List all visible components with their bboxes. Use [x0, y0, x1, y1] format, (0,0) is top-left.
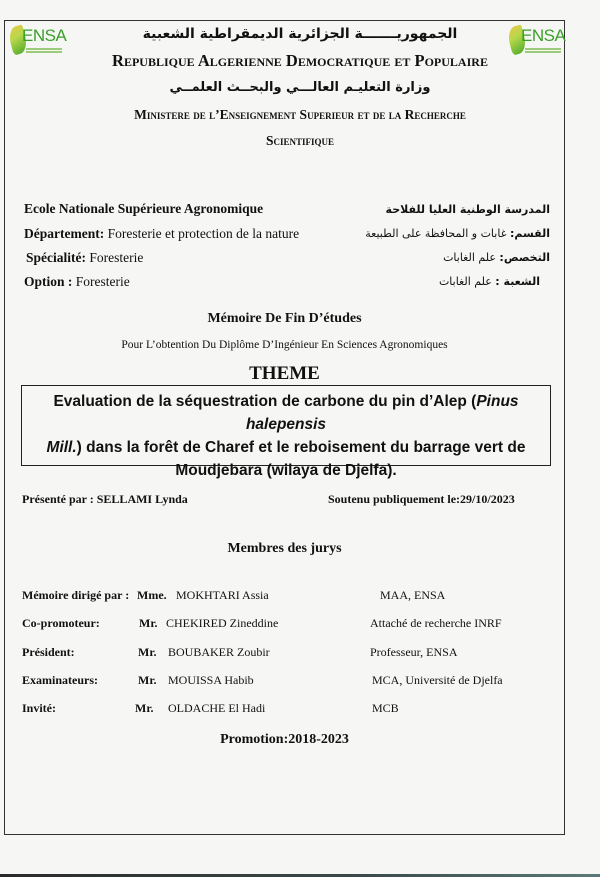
jury-name: OLDACHE El Hadi — [168, 701, 266, 715]
jury-affiliation: MCA, Université de Djelfa — [372, 673, 503, 687]
specialite-ar — [443, 251, 550, 264]
jury-row — [0, 588, 600, 606]
option-ar-value: علم الغابات — [438, 275, 496, 288]
department-value: Foresterie et protection de la nature — [104, 226, 300, 241]
theme-line-3: Moudjebara (wilaya de Djelfa). — [175, 462, 397, 479]
logo-subtitle-lines — [26, 48, 62, 50]
jury-role: Examinateurs: — [22, 673, 98, 687]
presented-by: Présenté par : SELLAMI Lynda — [22, 492, 188, 506]
theme-line-1: Evaluation de la séquestration de carbone du pin d’Alep (Pinus halepensis — [53, 393, 519, 433]
theme-label: THEME — [249, 363, 320, 384]
department-ar-label: القسم: — [509, 227, 550, 240]
specialite-label: Spécialité: — [26, 250, 86, 265]
jury-name: BOUBAKER Zoubir — [168, 645, 270, 659]
specialite-ar-value: علم الغابات — [443, 251, 500, 264]
species-name: Pinus halepensis — [245, 393, 519, 433]
specialite-fr — [26, 250, 143, 266]
jury-affiliation: Attaché de recherche INRF — [370, 616, 502, 630]
school-name-ar: المدرسة الوطنية العليا للفلاحة — [385, 203, 550, 216]
jury-civility: Mme. — [137, 588, 167, 602]
department-label: Département: — [24, 226, 105, 241]
jury-row — [0, 673, 600, 691]
jury-role: Président: — [22, 645, 75, 659]
jury-affiliation: MCB — [372, 701, 399, 715]
department-ar — [365, 227, 550, 240]
jury-civility: Mr. — [139, 616, 158, 630]
theme-box — [21, 385, 551, 479]
memoire-subtitle: Pour L’obtention Du Diplôme D’Ingénieur En Sciences Agronomiques — [121, 339, 448, 351]
department-ar-value: غابات و المحافظة على الطبيعة — [365, 227, 510, 240]
option-fr — [24, 274, 130, 290]
jury-role: Co-promoteur: — [22, 616, 100, 630]
option-value: Foresterie — [72, 274, 130, 289]
ministry-title-line2: Scientifique — [265, 133, 335, 148]
arabic-ministry-title: وزارة التعليـم العالـــي والبحــث العلمــي — [169, 80, 431, 95]
logo-subtitle-lines — [525, 48, 561, 50]
defense-date: Soutenu publiquement le:29/10/2023 — [328, 492, 515, 506]
theme-line-2: Mill.) dans la forêt de Charef et le reboisement du barrage vert de — [46, 439, 526, 456]
jury-name: MOKHTARI Assia — [176, 588, 269, 602]
jury-role: Invité: — [22, 701, 56, 715]
logo-text: ENSA — [22, 26, 67, 45]
jury-row — [0, 645, 600, 663]
jury-affiliation: Professeur, ENSA — [370, 645, 458, 659]
jury-name: MOUISSA Habib — [168, 673, 254, 687]
promotion: Promotion:2018-2023 — [220, 732, 349, 747]
department-fr — [24, 226, 299, 242]
ministry-title-line1: Ministere de l’Enseignement Superieur et de la Recherche — [134, 107, 466, 122]
republic-title: Republique Algerienne Democratique et Populaire — [112, 51, 488, 70]
jury-row — [0, 616, 600, 634]
jury-civility: Mr. — [135, 701, 154, 715]
school-name-fr: Ecole Nationale Supérieure Agronomique — [24, 201, 264, 216]
logo-text: ENSA — [521, 26, 566, 45]
specialite-value: Foresterie — [86, 250, 144, 265]
arabic-republic-title: الجمهوريـــــــة الجزائرية الديمقراطية الشعبية — [142, 26, 458, 42]
jury-role: Mémoire dirigé par : — [22, 588, 130, 602]
jury-affiliation: MAA, ENSA — [380, 588, 446, 602]
jury-civility: Mr. — [138, 673, 157, 687]
jury-civility: Mr. — [138, 645, 157, 659]
specialite-ar-label: التخصص: — [499, 251, 550, 264]
jury-name: CHEKIRED Zineddine — [166, 616, 279, 630]
option-ar-label: الشعبة : — [495, 275, 540, 288]
jury-title: Membres des jurys — [227, 541, 342, 556]
option-ar — [439, 275, 540, 288]
memoire-title: Mémoire De Fin D’études — [207, 311, 362, 326]
species-author: Mill. — [46, 439, 77, 456]
option-label: Option : — [24, 274, 73, 289]
jury-row — [0, 701, 600, 719]
